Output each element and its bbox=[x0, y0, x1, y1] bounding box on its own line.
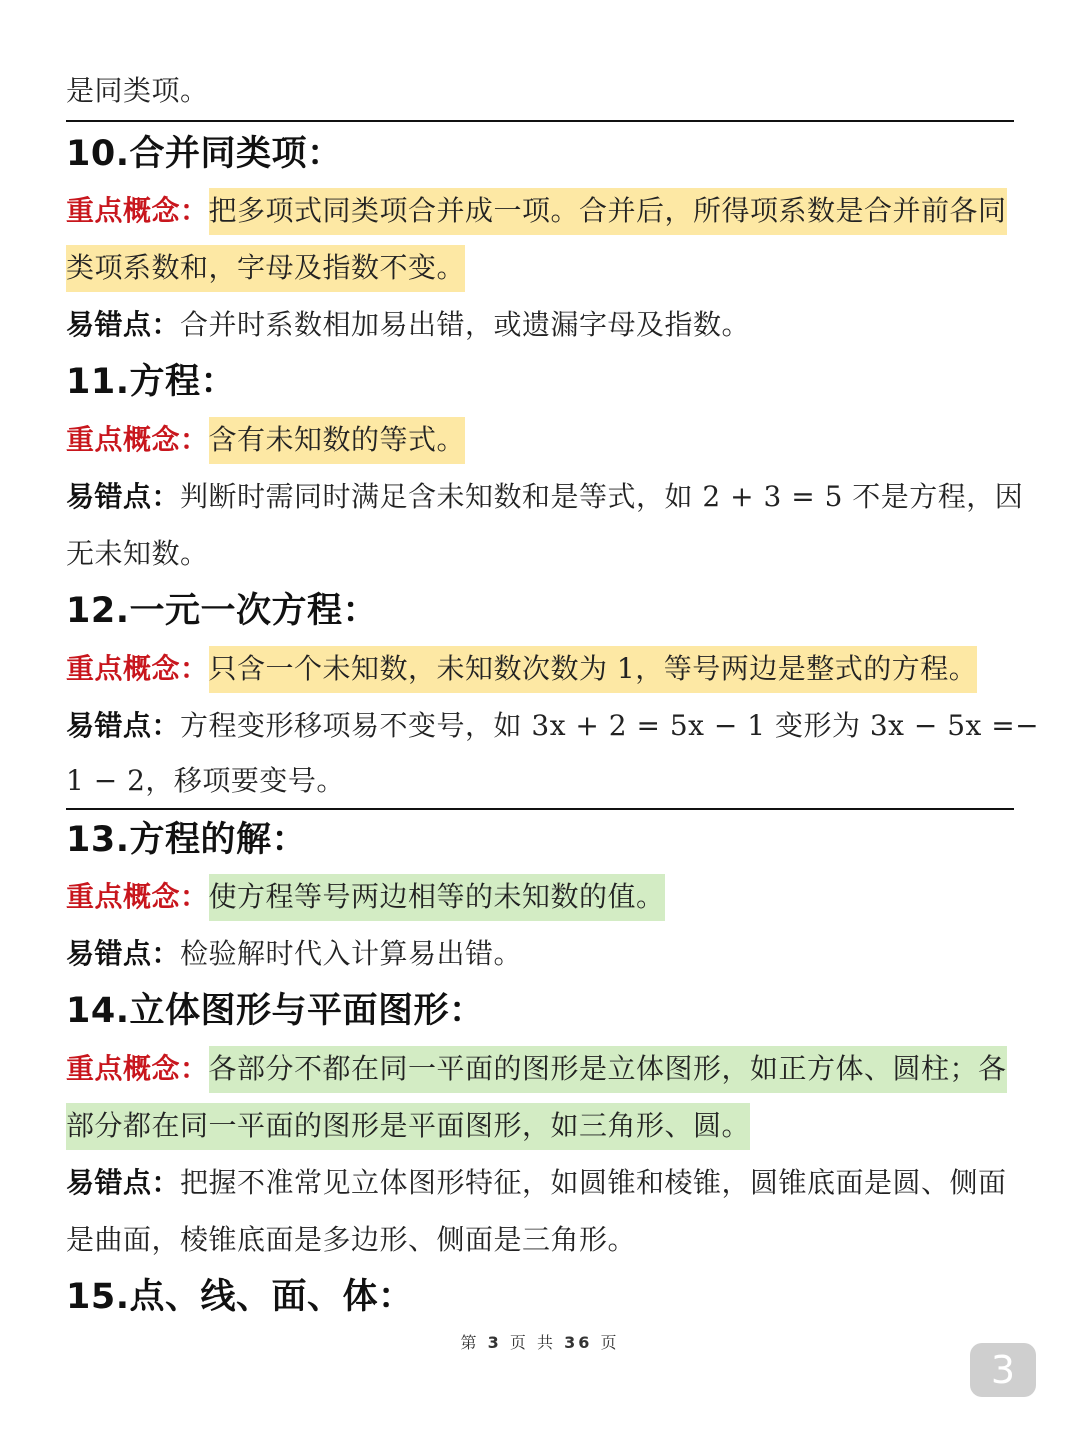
error-point-line bbox=[66, 296, 1014, 353]
page-footer bbox=[0, 1330, 1080, 1353]
key-concept-line bbox=[66, 182, 1014, 239]
error-point-line-2 bbox=[66, 1211, 1014, 1268]
error-point-label: 易错点： bbox=[66, 937, 181, 970]
section-title-10: 10.合并同类项： bbox=[66, 134, 343, 174]
section-title-12: 12.一元一次方程： bbox=[66, 591, 379, 631]
footer-prefix: 第 bbox=[460, 1333, 480, 1352]
error-point-line-2 bbox=[66, 754, 1014, 808]
key-concept-line bbox=[66, 868, 1014, 925]
error-point-label: 易错点： bbox=[66, 1166, 181, 1199]
section-title-11: 11.方程： bbox=[66, 362, 237, 402]
page-number-badge: 3 bbox=[970, 1343, 1036, 1397]
section-title-13: 13.方程的解： bbox=[66, 820, 308, 860]
error-point-text-cont: 是曲面，棱锥底面是多边形、侧面是三角形。 bbox=[66, 1223, 637, 1256]
error-point-line bbox=[66, 1154, 1014, 1211]
key-concept-line-2 bbox=[66, 239, 1014, 296]
key-concept-text-cont: 部分都在同一平面的图形是平面图形，如三角形、圆。 bbox=[66, 1103, 750, 1150]
key-concept-line bbox=[66, 1040, 1014, 1097]
error-point-line bbox=[66, 925, 1014, 982]
error-point-text-cont: 1 − 2，移项要变号。 bbox=[66, 764, 345, 797]
key-concept-label: 重点概念： bbox=[66, 423, 209, 456]
key-concept-line-2 bbox=[66, 1097, 1014, 1154]
key-concept-label: 重点概念： bbox=[66, 1052, 209, 1085]
section-title-15: 15.点、线、面、体： bbox=[66, 1277, 414, 1317]
key-concept-text: 把多项式同类项合并成一项。合并后，所得项系数是合并前各同 bbox=[209, 188, 1007, 235]
key-concept-text: 使方程等号两边相等的未知数的值。 bbox=[209, 874, 665, 921]
key-concept-label: 重点概念： bbox=[66, 652, 209, 685]
key-concept-line bbox=[66, 411, 1014, 468]
error-point-text: 合并时系数相加易出错，或遗漏字母及指数。 bbox=[180, 308, 751, 341]
key-concept-text: 各部分不都在同一平面的图形是立体图形，如正方体、圆柱；各 bbox=[209, 1046, 1007, 1093]
footer-page-number: 3 bbox=[487, 1333, 502, 1352]
section-title-14: 14.立体图形与平面图形： bbox=[66, 991, 485, 1031]
error-point-text: 方程变形移项易不变号，如 3x + 2 = 5x − 1 变形为 3x − 5x =− bbox=[180, 709, 1040, 742]
footer-middle: 页 共 bbox=[509, 1333, 556, 1352]
error-point-text: 检验解时代入计算易出错。 bbox=[180, 937, 523, 970]
key-concept-text: 含有未知数的等式。 bbox=[209, 417, 466, 464]
footer-suffix: 页 bbox=[600, 1333, 620, 1352]
error-point-text: 判断时需同时满足含未知数和是等式，如 2 + 3 = 5 不是方程，因 bbox=[180, 480, 1024, 513]
error-point-text: 把握不准常见立体图形特征，如圆锥和棱锥，圆锥底面是圆、侧面 bbox=[180, 1166, 1007, 1199]
error-point-line bbox=[66, 468, 1024, 525]
error-point-text-cont: 无未知数。 bbox=[66, 537, 209, 570]
key-concept-text: 只含一个未知数，未知数次数为 1，等号两边是整式的方程。 bbox=[209, 646, 978, 693]
error-point-line-2 bbox=[66, 525, 1014, 582]
document-page bbox=[66, 62, 1040, 1326]
error-point-label: 易错点： bbox=[66, 709, 181, 742]
key-concept-label: 重点概念： bbox=[66, 880, 209, 913]
footer-total-pages: 36 bbox=[564, 1333, 593, 1352]
key-concept-line bbox=[66, 640, 1014, 697]
key-concept-label: 重点概念： bbox=[66, 194, 209, 227]
continuation-text: 是同类项。 bbox=[66, 74, 209, 107]
key-concept-text-cont: 类项系数和，字母及指数不变。 bbox=[66, 245, 465, 292]
error-point-line bbox=[66, 697, 1040, 754]
error-point-label: 易错点： bbox=[66, 308, 181, 341]
error-point-label: 易错点： bbox=[66, 480, 181, 513]
